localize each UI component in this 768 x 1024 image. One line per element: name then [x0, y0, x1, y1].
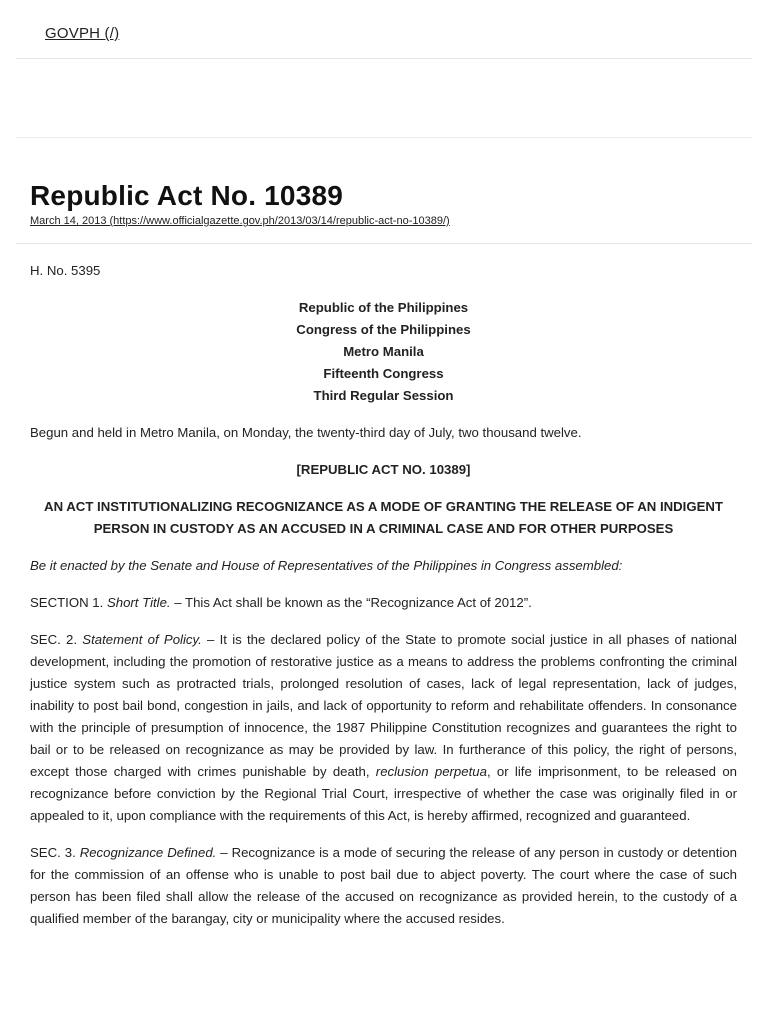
- section-1: [30, 592, 737, 614]
- heading-line-session: Third Regular Session: [313, 388, 454, 403]
- section-2-heading: Statement of Policy.: [82, 632, 202, 647]
- section-1-text: – This Act shall be known as the “Recognizance Act of 2012”.: [170, 595, 532, 610]
- section-2-label: SEC. 2.: [30, 632, 83, 647]
- title-divider: [16, 243, 752, 244]
- heading-line-congress: Congress of the Philippines: [296, 322, 471, 337]
- top-navigation-bar: [16, 0, 752, 59]
- section-2-text-a: – It is the declared policy of the State to promote social justice in all phases of national development, including the promotion of restorative justice as a means to address the problems confronting the criminal justice system such as protracted trials, prolonged resolution of cases, lack of legal representation, lack of judges, inability to post bail bond, congestion in jails, and lack of opportunity to reform and rehabilitate offenders. In consonance with the principle of presumption of innocence, the 1987 Philippine Constitution recognizes and guarantees the right to bail or to be released on recognizance as may be provided by law. In furtherance of this policy, the right of persons, except those charged with crimes punishable by death,: [30, 632, 737, 779]
- house-number: H. No. 5395: [30, 263, 101, 278]
- section-2-italic-term: reclusion perpetua: [375, 764, 487, 779]
- heading-line-republic: Republic of the Philippines: [298, 300, 469, 315]
- article-body: [30, 260, 737, 945]
- section-1-label: SECTION 1.: [30, 595, 107, 610]
- section-3: [30, 842, 737, 930]
- section-3-label: SEC. 3.: [30, 845, 80, 860]
- govph-home-link[interactable]: GOVPH (/): [45, 25, 120, 42]
- section-2-text-b: , or life imprisonment, to be released on recognizance before conviction by the Regional Trial Court, irrespective of whether the case was originally filed in or appealed to it, upon compliance with the requirements of this Act, is hereby affirmed, recognized and guaranteed.: [30, 764, 737, 823]
- page-title: Republic Act No. 10389: [30, 180, 344, 211]
- heading-line-location: Metro Manila: [343, 344, 424, 359]
- heading-block: [30, 297, 737, 407]
- section-3-heading: Recognizance Defined.: [79, 845, 217, 860]
- heading-line-congress-number: Fifteenth Congress: [323, 366, 444, 381]
- header-divider: [16, 137, 752, 138]
- section-2: [30, 629, 737, 827]
- enacting-clause-text: Be it enacted by the Senate and House of Representatives of the Philippines in Congress assembled:: [30, 558, 623, 573]
- act-number: [REPUBLIC ACT NO. 10389]: [296, 462, 471, 477]
- enacting-clause: [30, 555, 737, 577]
- begun-statement: Begun and held in Metro Manila, on Monday, the twenty-third day of July, two thousand twelve.: [30, 425, 582, 440]
- act-title: AN ACT INSTITUTIONALIZING RECOGNIZANCE AS A MODE OF GRANTING THE RELEASE OF AN INDIGENT PERSON IN CUSTODY AS AN ACCUSED IN A CRIMINAL CASE AND FOR OTHER PURPOSES: [44, 499, 723, 536]
- section-1-heading: Short Title.: [106, 595, 171, 610]
- article-date-link[interactable]: March 14, 2013 (https://www.officialgazette.gov.ph/2013/03/14/republic-act-no-10389/): [30, 215, 450, 227]
- section-3-text: – Recognizance is a mode of securing the release of any person in custody or detention for the commission of an offense who is unable to post bail due to abject poverty. The court where the case of such person has been filed shall allow the release of the accused on recognizance as provided herein, to the custody of a qualified member of the barangay, city or municipality where the accused resides.: [30, 845, 738, 926]
